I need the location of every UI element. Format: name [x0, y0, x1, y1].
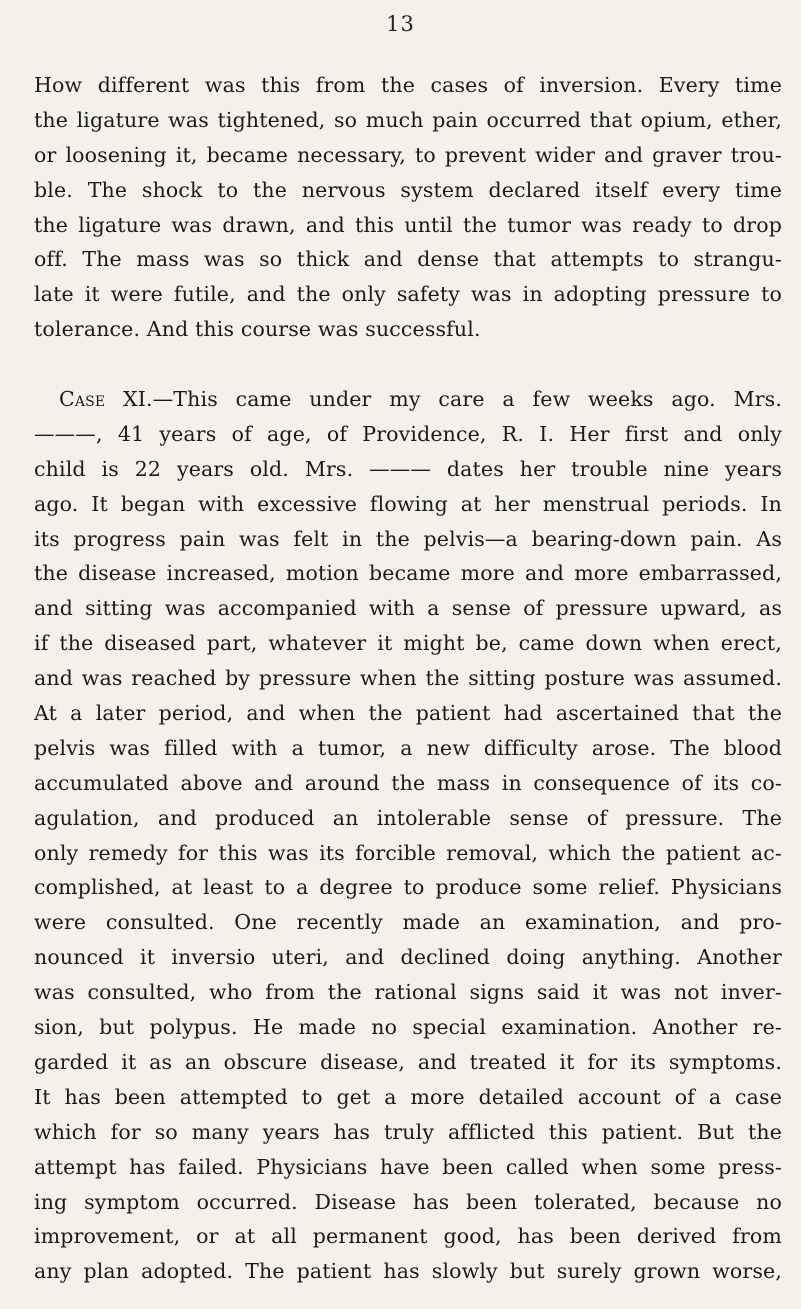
text-line: ble. The shock to the nervous system declared itself every time: [34, 177, 782, 202]
text-line: which for so many years has truly afflicted this patient. But the: [34, 1119, 782, 1144]
text-line: ———, 41 years of age, of Providence, R. I. Her first and only: [34, 421, 782, 446]
text-line: ing symptom occurred. Disease has been tolerated, because no: [34, 1189, 782, 1214]
paragraph-2: [34, 382, 782, 1289]
text-line: child is 22 years old. Mrs. ——— dates her trouble nine years: [34, 456, 782, 481]
text-line: At a later period, and when the patient had ascertained that the: [34, 701, 782, 726]
text-line: if the diseased part, whatever it might be, came down when erect,: [34, 631, 782, 656]
text-line: tolerance. And this course was successful.: [34, 317, 481, 342]
text-line: the ligature was tightened, so much pain occurred that opium, ether,: [34, 107, 782, 132]
body-text: [34, 68, 782, 1289]
case-intro-text: —This came under my care a few weeks ago. Mrs.: [152, 387, 782, 412]
text-line: late it were futile, and the only safety was in adopting pressure to: [34, 282, 782, 307]
text-line: and sitting was accompanied with a sense of pressure upward, as: [34, 596, 782, 621]
text-line: or loosening it, became necessary, to prevent wider and graver trou-: [34, 142, 782, 167]
text-line: and was reached by pressure when the sitting posture was assumed.: [34, 666, 782, 691]
text-line: its progress pain was felt in the pelvis—a bearing-down pain. As: [34, 526, 782, 551]
page-number: 13: [386, 12, 415, 36]
text-line: were consulted. One recently made an examination, and pro-: [34, 910, 782, 935]
text-line: attempt has failed. Physicians have been called when some press-: [34, 1154, 782, 1179]
text-line: off. The mass was so thick and dense that attempts to strangu-: [34, 247, 782, 272]
text-line: the ligature was drawn, and this until the tumor was ready to drop: [34, 212, 782, 237]
text-line: accumulated above and around the mass in consequence of its co-: [34, 770, 782, 795]
text-line: sion, but polypus. He made no special examination. Another re-: [34, 1015, 782, 1040]
text-line: was consulted, who from the rational signs said it was not inver-: [34, 980, 782, 1005]
text-line: any plan adopted. The patient has slowly but surely grown worse,: [34, 1259, 782, 1284]
paragraph-gap: [34, 347, 782, 382]
text-line: How different was this from the cases of inversion. Every time: [34, 73, 782, 97]
case-label: Case XI.: [59, 387, 153, 412]
text-line: garded it as an obscure disease, and treated it for its symptoms.: [34, 1049, 782, 1074]
text-line: complished, at least to a degree to produce some relief. Physicians: [34, 875, 782, 900]
text-line: ago. It began with excessive flowing at her menstrual periods. In: [34, 491, 782, 516]
paragraph-1: [34, 68, 782, 347]
text-line: the disease increased, motion became more and more embarrassed,: [34, 561, 782, 586]
text-line: agulation, and produced an intolerable sense of pressure. The: [34, 805, 782, 830]
text-line: nounced it inversio uteri, and declined doing anything. Another: [34, 945, 782, 970]
text-line: It has been attempted to get a more detailed account of a case: [34, 1084, 782, 1109]
text-line: only remedy for this was its forcible removal, which the patient ac-: [34, 840, 782, 865]
text-line: pelvis was filled with a tumor, a new difficulty arose. The blood: [34, 735, 782, 760]
text-line-case-heading: [34, 382, 782, 417]
text-line: improvement, or at all permanent good, has been derived from: [34, 1224, 782, 1249]
